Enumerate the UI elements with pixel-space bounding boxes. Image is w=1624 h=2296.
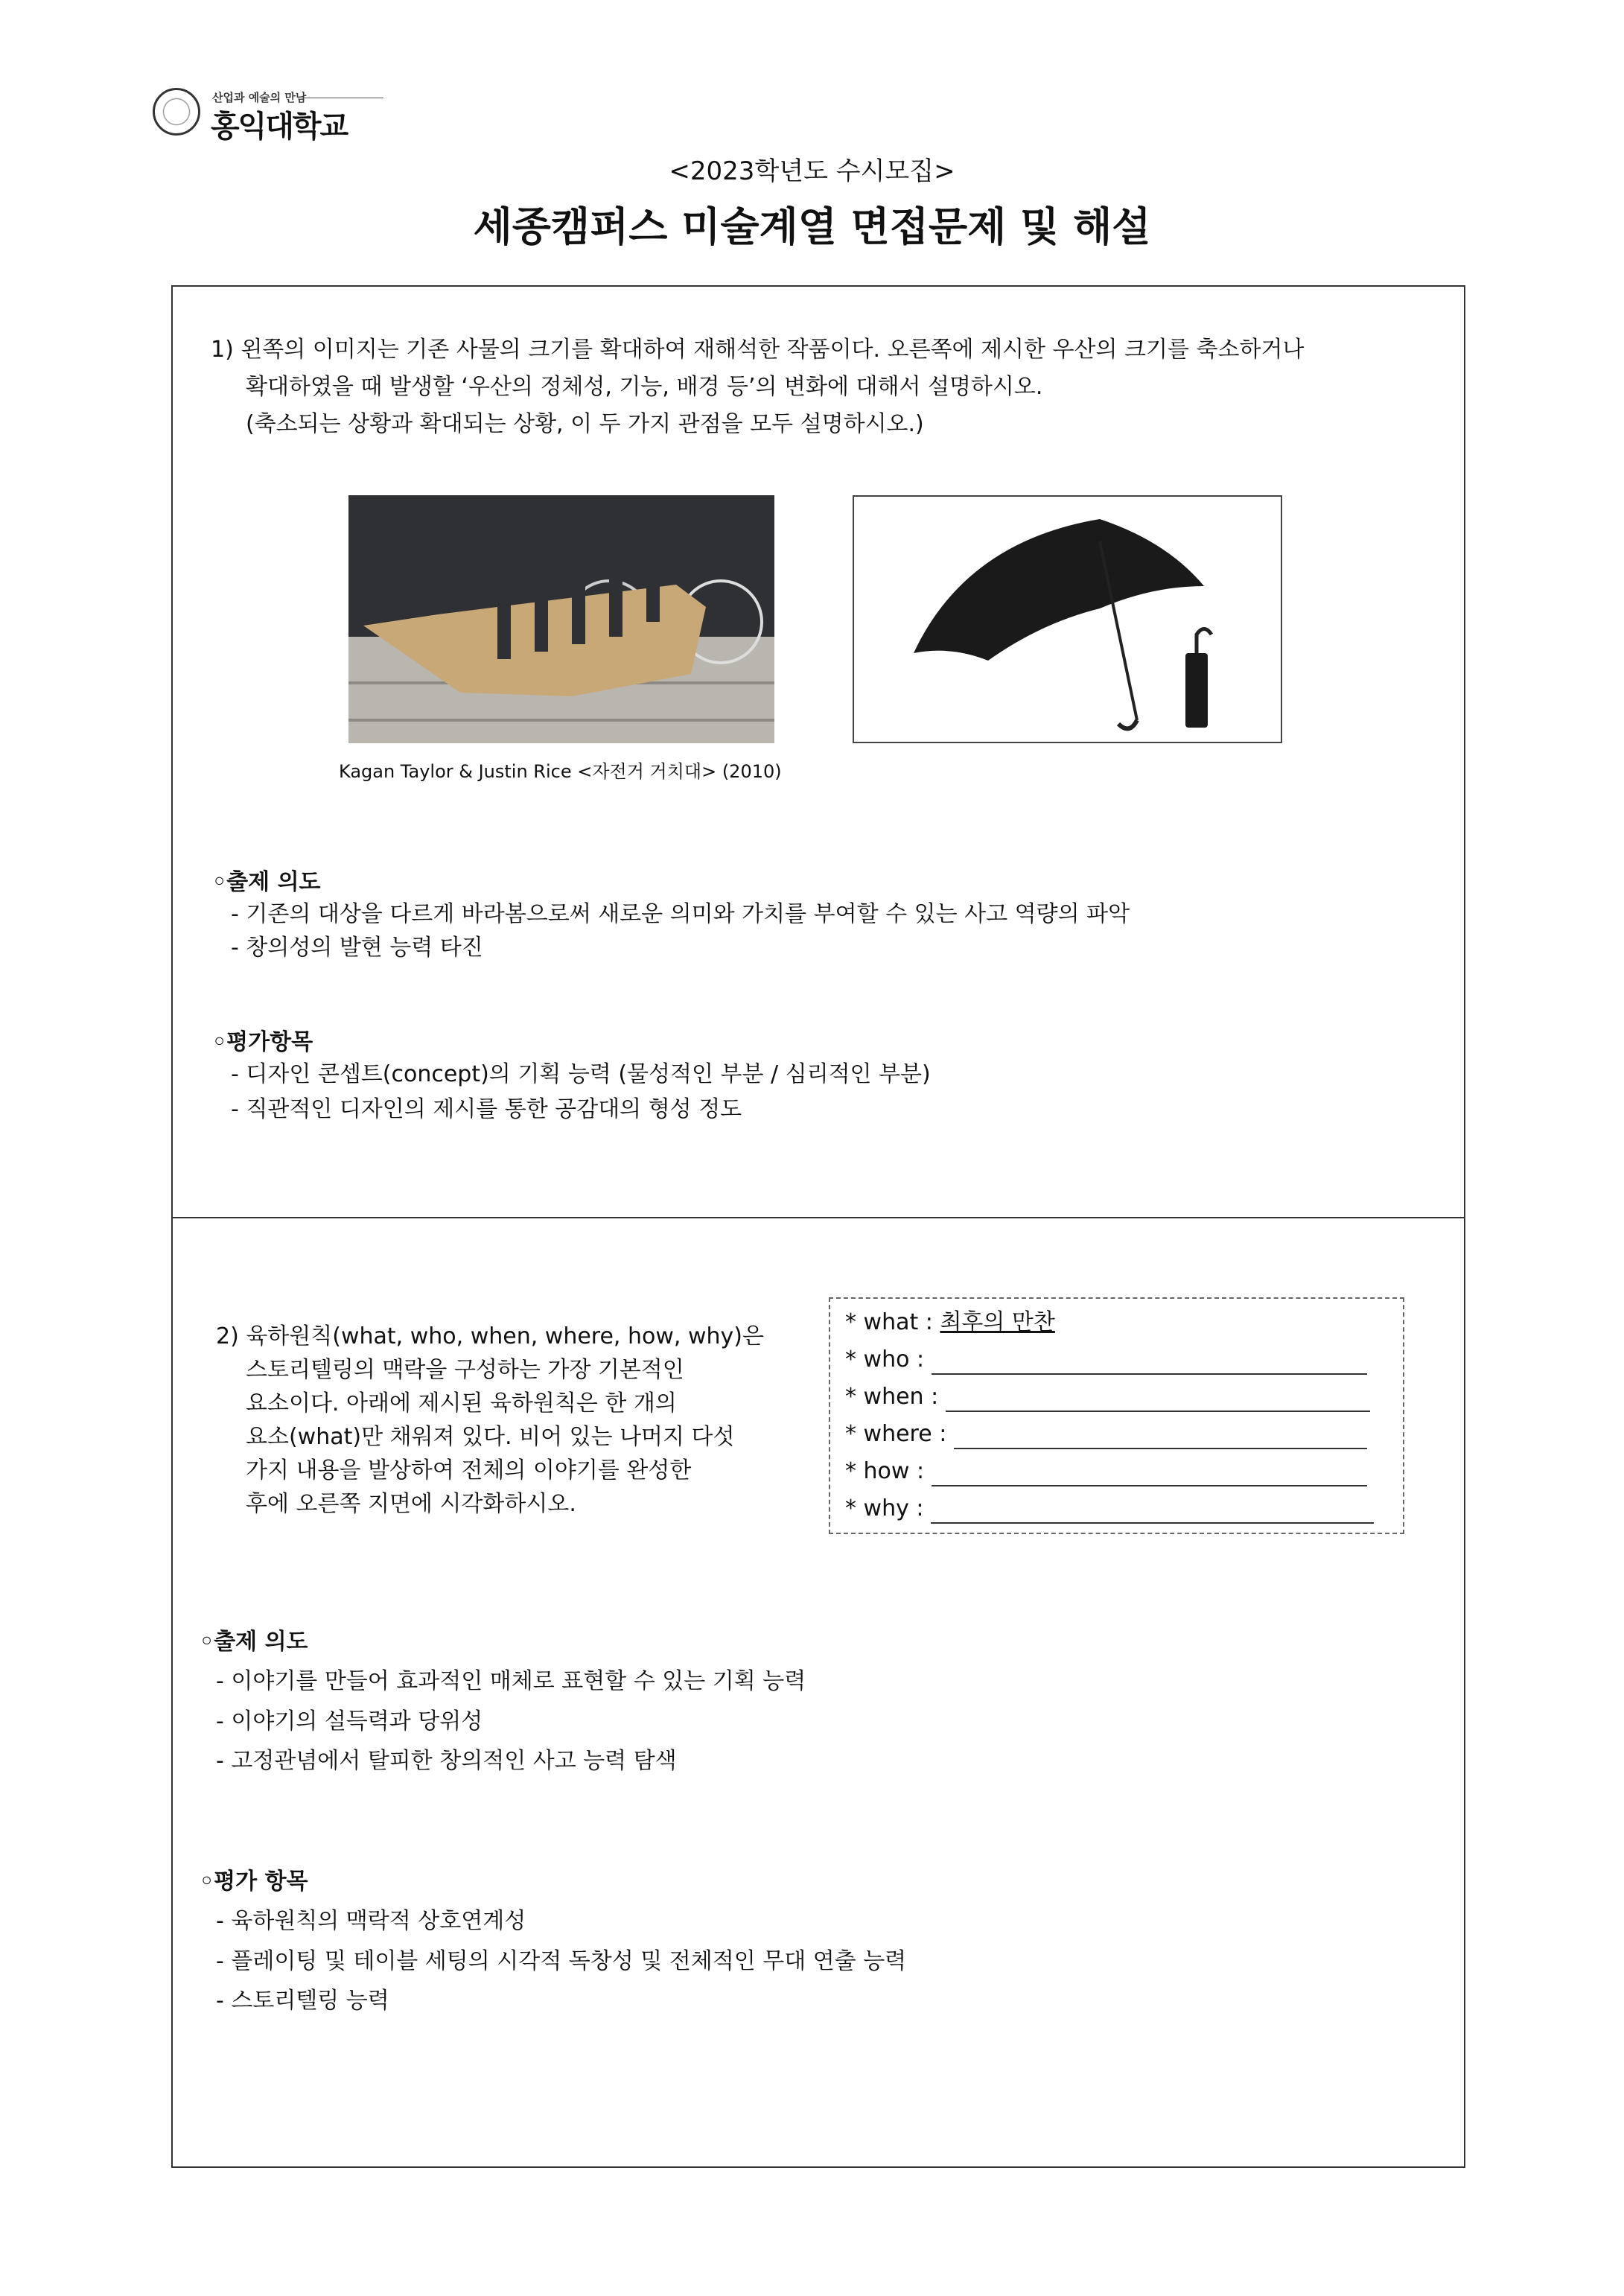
q1-line: (축소되는 상황과 확대되는 상황, 이 두 가지 관점을 모두 설명하시오.) [246,411,924,437]
comb-bike-rack-photo [348,495,774,743]
q1-eval-item: - 직관적인 디자인의 제시를 통한 공감대의 형성 정도 [231,1096,742,1122]
q2-line: 스토리텔링의 맥락을 구성하는 가장 기본적인 [246,1357,684,1383]
q1-intent-item: - 기존의 대상을 다르게 바라봄으로써 새로운 의미와 가치를 부여할 수 있는 사고 역량의 파악 [231,901,1130,927]
umbrella-photo [853,495,1282,743]
answer-blank[interactable] [954,1427,1367,1449]
answer-blank[interactable] [931,1501,1374,1524]
q2-line: 요소(what)만 채워져 있다. 비어 있는 나머지 다섯 [246,1424,735,1450]
q2-eval-heading: ◦평가 항목 [200,1869,308,1895]
answer-when: * when : [845,1382,1370,1412]
answer-how: * how : [845,1457,1367,1486]
answer-who: * who : [845,1345,1367,1375]
section-divider [171,1217,1465,1218]
page-title: 세종캠퍼스 미술계열 면접문제 및 해설 [473,203,1151,250]
q2-intent-heading: ◦출제 의도 [200,1629,308,1655]
university-logo [153,88,391,144]
q1-line: 1) 왼쪽의 이미지는 기존 사물의 크기를 확대하여 재해석한 작품이다. 오른쪽에 제시한 우산의 크기를 축소하거나 [211,337,1305,363]
q2-line: 후에 오른쪽 지면에 시각화하시오. [246,1491,576,1517]
answer-blank[interactable] [932,1352,1367,1375]
q1-line: 확대하였을 때 발생할 ‘우산의 정체성, 기능, 배경 등’의 변화에 대해서 설명하시오. [246,374,1043,400]
q2-eval-item: - 스토리텔링 능력 [216,1988,389,2014]
answer-why: * why : [845,1494,1374,1524]
university-name: 홍익대학교 [211,109,348,144]
slogan: 산업과 예술의 만남 [212,91,307,104]
answer-blank[interactable] [946,1390,1370,1412]
five-w-one-h-box [829,1297,1404,1534]
image-caption: Kagan Taylor & Justin Rice <자전거 거치대> (2010) [339,761,782,782]
q2-intent-item: - 이야기를 만들어 효과적인 매체로 표현할 수 있는 기획 능력 [216,1668,806,1694]
q1-intent-item: - 창의성의 발현 능력 타진 [231,935,483,961]
answer-where: * where : [845,1419,1367,1449]
q1-eval-item: - 디자인 콘셉트(concept)의 기획 능력 (물성적인 부분 / 심리적인 부분) [231,1061,931,1087]
university-seal-icon [153,88,200,136]
page-subtitle: <2023학년도 수시모집> [669,156,955,186]
answer-blank[interactable] [932,1464,1367,1486]
q1-intent-heading: ◦출제 의도 [212,869,321,895]
q2-intent-item: - 고정관념에서 탈피한 창의적인 사고 능력 탐색 [216,1748,677,1774]
q1-eval-heading: ◦평가항목 [212,1029,313,1055]
q2-intent-item: - 이야기의 설득력과 당위성 [216,1708,483,1734]
answer-what-value: 최후의 만찬 [940,1309,1055,1335]
q2-eval-item: - 육하원칙의 맥락적 상호연계성 [216,1908,526,1934]
q2-eval-item: - 플레이팅 및 테이블 세팅의 시각적 독창성 및 전체적인 무대 연출 능력 [216,1948,907,1974]
q2-line: 2) 육하원칙(what, who, when, where, how, why)은 [216,1323,764,1349]
q2-line: 가지 내용을 발상하여 전체의 이야기를 완성한 [246,1457,692,1484]
answer-what: * what : 최후의 만찬 [845,1309,1055,1335]
q2-line: 요소이다. 아래에 제시된 육하원칙은 한 개의 [246,1390,677,1416]
